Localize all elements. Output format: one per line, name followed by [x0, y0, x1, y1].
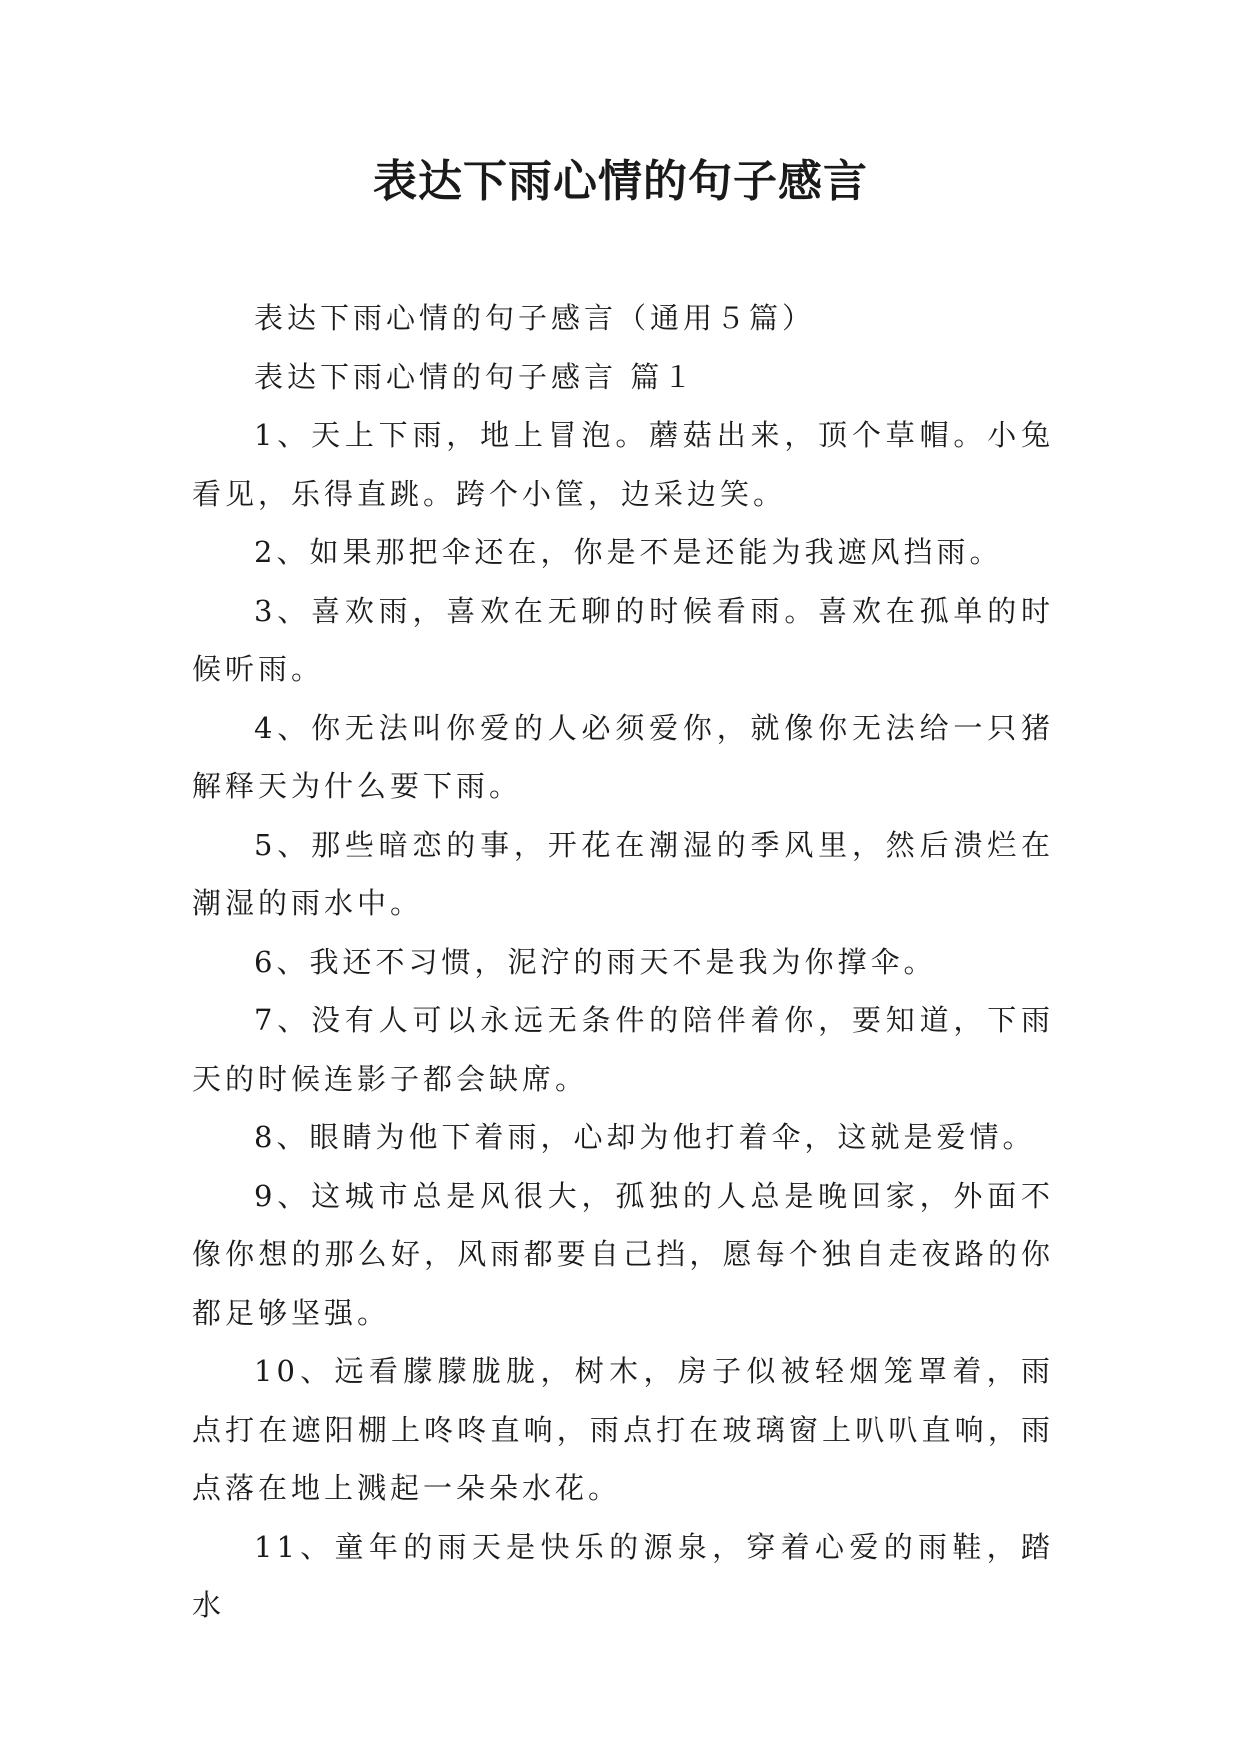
paragraph-item-9: 9、这城市总是风很大，孤独的人总是晚回家，外面不像你想的那么好，风雨都要自己挡，愿每个独自走夜路的你都足够坚强。	[192, 1178, 1054, 1330]
paragraph-item-6: 6、我还不习惯，泥泞的雨天不是我为你撑伞。	[254, 944, 937, 979]
paragraph-item-5: 5、那些暗恋的事，开花在潮湿的季风里，然后溃烂在潮湿的雨水中。	[192, 827, 1054, 920]
paragraph-item-10: 10、远看朦朦胧胧，树木，房子似被轻烟笼罩着，雨点打在遮阳棚上咚咚直响，雨点打在玻璃窗上叭叭直响，雨点落在地上溅起一朵朵水花。	[192, 1354, 1054, 1505]
document-title: 表达下雨心情的句子感言	[373, 156, 868, 207]
paragraph-item-11: 11、童年的雨天是快乐的源泉，穿着心爱的雨鞋，踏水	[192, 1529, 1054, 1622]
paragraph-item-7: 7、没有人可以永远无条件的陪伴着你，要知道，下雨天的时候连影子都会缺席。	[192, 1003, 1054, 1096]
paragraph-subtitle: 表达下雨心情的句子感言（通用５篇）	[254, 301, 816, 335]
paragraph-item-4: 4、你无法叫你爱的人必须爱你，就像你无法给一只猪解释天为什么要下雨。	[192, 710, 1054, 803]
paragraph-item-3: 3、喜欢雨，喜欢在无聊的时候看雨。喜欢在孤单的时候听雨。	[192, 593, 1054, 686]
paragraph-item-8: 8、眼睛为他下着雨，心却为他打着伞，这就是爱情。	[254, 1120, 1036, 1154]
paragraph-item-1: 1、天上下雨，地上冒泡。蘑菇出来，顶个草帽。小兔看见，乐得直跳。跨个小筐，边采边笑。	[192, 418, 1054, 511]
paragraph-item-2: 2、如果那把伞还在，你是不是还能为我遮风挡雨。	[254, 535, 1003, 569]
paragraph-section-heading: 表达下雨心情的句子感言 篇１	[254, 359, 697, 394]
document-body	[192, 289, 1054, 1635]
